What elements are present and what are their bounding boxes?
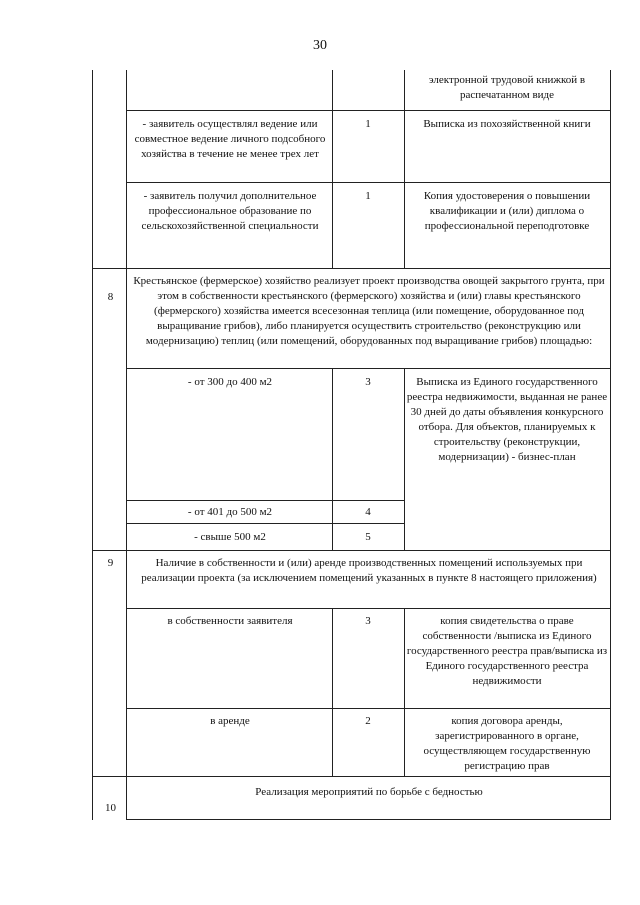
score-column-divider [332, 70, 333, 268]
row-divider [126, 110, 611, 111]
row-heading: Крестьянское (фермерское) хозяйство реализует проект производства овощей закрытого грунта, при этом в собственности крестьянского (фермерского) хозяйства и (или) главы крестьянского (фермерского) хозяйства имеется всесезонная теплица (или помещение, оборудованное под выращивание грибов), либо планируется осуществить строительство (реконструкцию или модернизацию) теплиц (или помещений, оборудованных под выращивание грибов) площадью: [133, 275, 605, 347]
row-divider [92, 268, 611, 269]
score-cell: 2 [365, 715, 371, 727]
score-cell: 3 [365, 615, 371, 627]
row-number: 9 [107, 557, 114, 569]
row-divider [126, 500, 405, 501]
row-divider [126, 608, 611, 609]
row-divider [126, 182, 611, 183]
row-number: 8 [107, 291, 114, 303]
table-left-border [92, 70, 93, 820]
row-heading: Наличие в собственности и (или) аренде производственных помещений используемых при реализации проекта (за исключением помещений указанных в пункте 8 настоящего приложения) [141, 557, 597, 584]
score-cell: 1 [365, 118, 371, 130]
document-cell: электронной трудовой книжкой в распечатанном виде [428, 74, 586, 101]
criterion-cell: - от 300 до 400 м2 [187, 376, 273, 388]
document-cell: Выписка из похозяйственной книги [423, 118, 591, 130]
document-cell: копия договора аренды, зарегистрированного в органе, осуществляющем государственную регистрацию прав [423, 715, 591, 772]
page-number: 30 [313, 38, 327, 53]
doc-column-divider [404, 608, 405, 776]
row-divider [126, 708, 611, 709]
row-divider [126, 368, 611, 369]
score-cell: 1 [365, 190, 371, 202]
row-heading: Реализация мероприятий по борьбе с бедностью [255, 786, 483, 798]
criterion-cell: - свыше 500 м2 [194, 531, 266, 543]
criterion-cell: в собственности заявителя [167, 615, 293, 627]
row-divider [92, 550, 611, 551]
score-cell: 5 [365, 531, 371, 543]
score-cell: 4 [365, 506, 371, 518]
score-column-divider [332, 608, 333, 776]
criterion-cell: - заявитель осуществлял ведение или совместное ведение личного подсобного хозяйства в течение не менее трех лет [134, 118, 326, 160]
criterion-cell: - заявитель получил дополнительное профессиональное образование по сельскохозяйственной специальности [141, 190, 319, 232]
row-divider [126, 523, 405, 524]
document-cell: Выписка из Единого государственного реестра недвижимости, выданная не ранее 30 дней до даты объявления конкурсного отбора. Для объектов, планируемых к строительству (реконструкции, модернизации) - бизнес-план [406, 376, 608, 463]
criterion-cell: в аренде [210, 715, 250, 727]
criterion-cell: - от 401 до 500 м2 [187, 506, 273, 518]
document-cell: Копия удостоверения о повышении квалификации и (или) диплома о профессиональной переподготовке [423, 190, 591, 232]
score-cell: 3 [365, 376, 371, 388]
document-cell: копия свидетельства о праве собственности /выписка из Единого государственного реестра прав/выписка из Единого государственного реестра недвижимости [406, 615, 608, 687]
doc-column-divider [404, 70, 405, 268]
row-number: 10 [105, 802, 116, 814]
row-divider [92, 776, 611, 777]
row-divider [126, 819, 611, 820]
